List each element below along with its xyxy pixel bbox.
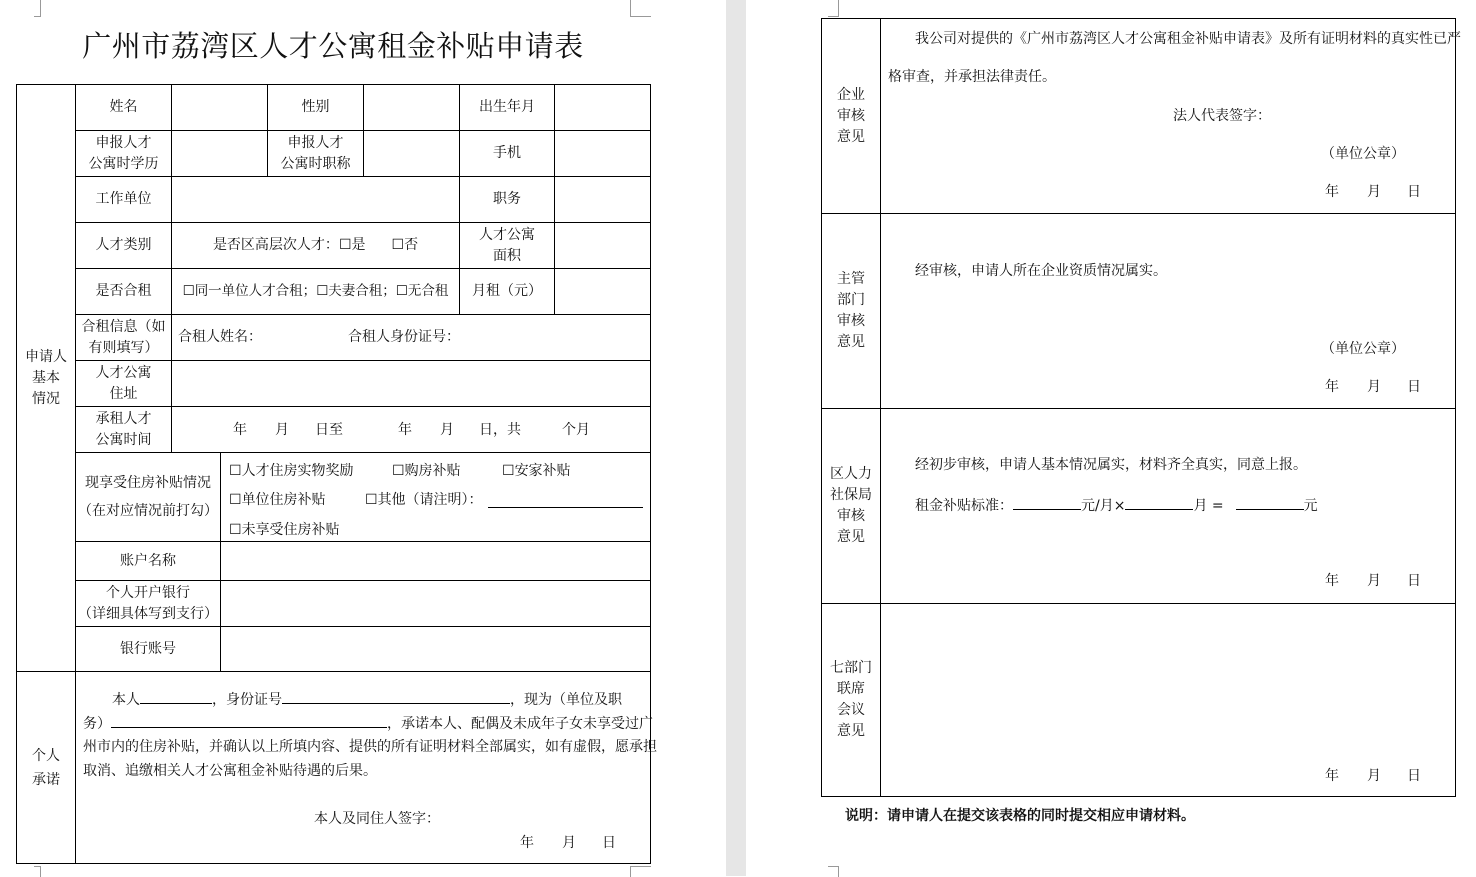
- legal-rep-signature[interactable]: 法人代表签字：: [1173, 108, 1271, 124]
- hr-bureau-review-field[interactable]: 经初步审核，申请人基本情况属实，材料齐全真实，同意上报。 租金补贴标准： 元/月× 月 = 元 年 月 日: [880, 408, 1456, 604]
- checkbox-housing-award[interactable]: ☐: [229, 463, 242, 479]
- area-label: 人才公寓 面积: [459, 222, 555, 269]
- phone-label: 手机: [459, 130, 555, 177]
- checkbox-purchase-subsidy[interactable]: ☐: [392, 463, 405, 479]
- page-gutter: [726, 0, 746, 876]
- pledge-label: 个人 承诺: [16, 671, 76, 864]
- checkbox-other[interactable]: ☐: [365, 492, 378, 508]
- position-field[interactable]: [554, 176, 651, 223]
- checkbox-couple[interactable]: ☐: [316, 283, 329, 299]
- joint-meeting-field[interactable]: 年 月 日: [880, 603, 1456, 797]
- employer-field[interactable]: [171, 176, 460, 223]
- gender-label: 性别: [267, 84, 364, 131]
- shared-rent-field: ☐ 同一单位人才合租； ☐ 夫妻合租； ☐ 无合租: [171, 268, 460, 315]
- area-field[interactable]: [554, 222, 651, 269]
- checkbox-settle-subsidy[interactable]: ☐: [502, 463, 515, 479]
- other-note-line[interactable]: [488, 493, 643, 508]
- monthly-rent-label: 月租（元）: [459, 268, 555, 315]
- account-no-field[interactable]: [220, 626, 651, 672]
- shared-info-label: 合租信息（如 有则填写）: [75, 314, 172, 361]
- pledge-signature[interactable]: 本人及同住人签字：: [314, 811, 440, 827]
- account-no-label: 银行账号: [75, 626, 221, 672]
- hr-bureau-review-label: 区人力 社保局 审核 意见: [821, 408, 881, 604]
- page-left: [0, 0, 726, 876]
- gender-field[interactable]: [363, 84, 460, 131]
- education-label: 申报人才 公寓时学历: [75, 130, 172, 177]
- bank-field[interactable]: [220, 580, 651, 627]
- pledge-field: 本人 ，身份证号 ，现为（单位及职 务） ，承诺本人、配偶及未成年子女未享受过广 州市内的住房补贴，并确认以上所填内容、提供的所有证明材料全部属实，如有虚假，愿承担 取消、追缴相关人才公寓租金补贴待遇的后果。 本人及同住人签字： 年 月 日: [75, 671, 651, 864]
- crop-mark: [630, 0, 651, 17]
- shared-info-field[interactable]: 合租人姓名： 合租人身份证号：: [171, 314, 651, 361]
- department-review-field[interactable]: 经审核，申请人所在企业资质情况属实。 （单位公章） 年 月 日: [880, 213, 1456, 409]
- crop-mark: [34, 0, 41, 17]
- name-label: 姓名: [75, 84, 172, 131]
- subsidy-status-field: ☐人才住房实物奖励 ☐购房补贴 ☐安家补贴 ☐单位住房补贴 ☐其他（请注明）： ☐未享受住房补贴: [220, 452, 651, 542]
- footnote: 说明：请申请人在提交该表格的同时提交相应申请材料。: [845, 808, 1195, 824]
- subsidy-status-label: 现享受住房补贴情况 （在对应情况前打勾）: [75, 452, 221, 542]
- address-label: 人才公寓 住址: [75, 360, 172, 407]
- rent-period-field[interactable]: 年 月 日至 年 月 日，共 个月: [171, 406, 651, 453]
- enterprise-review-label: 企业 审核 意见: [821, 18, 881, 214]
- pledge-employer-line[interactable]: [111, 713, 387, 728]
- department-review-label: 主管 部门 审核 意见: [821, 213, 881, 409]
- checkbox-employer-subsidy[interactable]: ☐: [229, 492, 242, 508]
- joint-meeting-label: 七部门 联席 会议 意见: [821, 603, 881, 797]
- birth-field[interactable]: [554, 84, 651, 131]
- section-label-basic: 申请人 基本 情况: [16, 84, 76, 672]
- pledge-id-line[interactable]: [282, 689, 510, 704]
- position-label: 职务: [459, 176, 555, 223]
- bank-label: 个人开户银行 （详细具体写到支行）: [75, 580, 221, 627]
- crop-mark: [34, 866, 41, 877]
- monthly-rent-field[interactable]: [554, 268, 651, 315]
- birth-label: 出生年月: [459, 84, 555, 131]
- no-checkbox[interactable]: ☐: [391, 237, 405, 253]
- account-name-label: 账户名称: [75, 541, 221, 581]
- shared-rent-label: 是否合租: [75, 268, 172, 315]
- phone-field[interactable]: [554, 130, 651, 177]
- education-field[interactable]: [171, 130, 268, 177]
- checkbox-no-share[interactable]: ☐: [395, 283, 408, 299]
- form-title: 广州市荔湾区人才公寓租金补贴申请表: [82, 29, 584, 63]
- crop-mark: [828, 0, 839, 17]
- subsidy-total-line[interactable]: [1236, 495, 1304, 510]
- account-name-field[interactable]: [220, 541, 651, 581]
- subsidy-months-line[interactable]: [1125, 495, 1193, 510]
- rent-period-label: 承租人才 公寓时间: [75, 406, 172, 453]
- checkbox-same-employer[interactable]: ☐: [182, 283, 195, 299]
- subsidy-amount-line[interactable]: [1013, 495, 1081, 510]
- address-field[interactable]: [171, 360, 651, 407]
- talent-type-label: 人才类别: [75, 222, 172, 269]
- crop-mark: [828, 866, 839, 877]
- name-field[interactable]: [171, 84, 268, 131]
- pledge-name-line[interactable]: [140, 689, 212, 704]
- job-title-field[interactable]: [363, 130, 460, 177]
- employer-label: 工作单位: [75, 176, 172, 223]
- crop-mark: [630, 866, 651, 877]
- talent-type-field: 是否区高层次人才： ☐ 是 ☐ 否: [171, 222, 460, 269]
- job-title-label: 申报人才 公寓时职称: [267, 130, 364, 177]
- yes-checkbox[interactable]: ☐: [338, 237, 352, 253]
- enterprise-review-field[interactable]: 我公司对提供的《广州市荔湾区人才公寓租金补贴申请表》及所有证明材料的真实性已严 格审查，并承担法律责任。 法人代表签字： （单位公章） 年 月 日: [880, 18, 1456, 214]
- checkbox-no-subsidy[interactable]: ☐: [229, 522, 242, 538]
